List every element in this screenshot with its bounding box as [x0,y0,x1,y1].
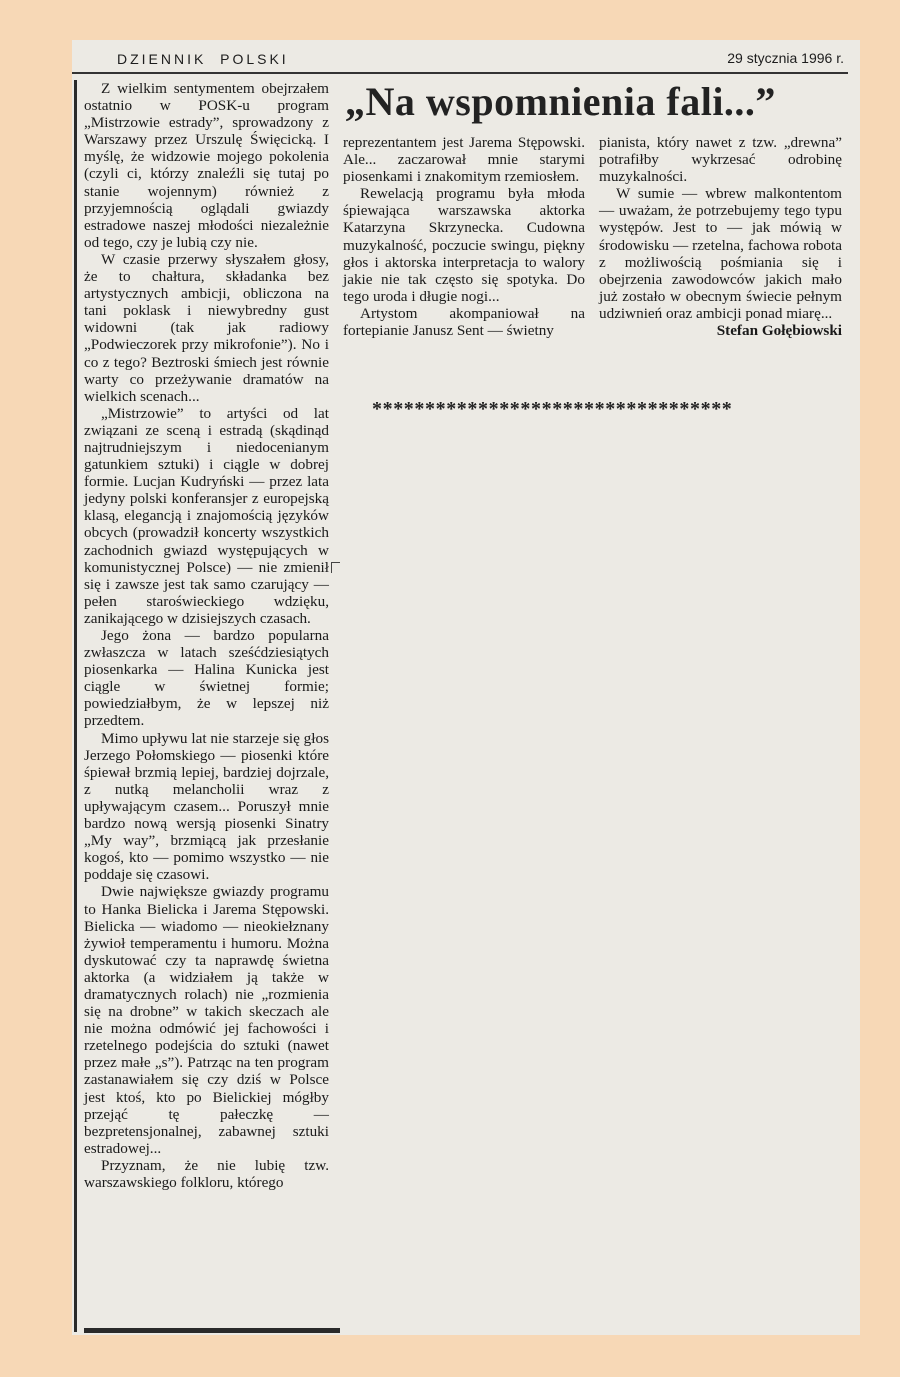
paragraph: „Mistrzowie” to artyści od lat związani ze sceną i estradą (skądinąd najtrudniejszym i niedocenianym gatunkiem sztuki) i ciągle w dobrej formie. Lucjan Kudryński — przez lata jedyny polski konferansjer z europejską klasą, elegancją i znajomością języków obcych (prowadził koncerty wszystkich zachodnich gwiazd występujących w komunistycznej Polsce) — nie zmienił się i zawsze jest tak samo czarujący — pełen staroświeckiego wdzięku, zanikającego w dzisiejszych czasach. [84,404,329,627]
paragraph: Mimo upływu lat nie starzeje się głos Jerzego Połomskiego — piosenki które śpiewał brzmią lepiej, bardziej dojrzale, z nutką melancholii wraz z upływającym czasem... Poruszył mnie bardzo nową wersją piosenki Sinatry „My way”, brzmiącą jak przesłanie kogoś, kto — pomimo wszystko — nie poddaje się czasowi. [84,729,329,884]
article-column-2 [343,134,585,339]
header-rule [72,72,848,74]
paragraph: Jego żona — bardzo popularna zwłaszcza w latach sześćdziesiątych piosenkarka — Halina Kunicka jest ciągle w świetnej formie; powiedziałbym, że w lepszej niż przedtem. [84,627,329,730]
paragraph: Artystom akompaniował na fortepianie Janusz Sent — świetny [343,304,585,340]
publication-date: 29 stycznia 1996 r. [727,50,844,66]
newspaper-masthead: DZIENNIK POLSKI [117,51,289,67]
paragraph: W czasie przerwy słyszałem głosy, że to chałtura, składanka bez artystycznych ambicji, obliczona na tani poklask i niewybredny gust widowni (tak jak radiowy „Podwieczorek przy mikrofonie”). No i co z tego? Beztroski śmiech jest równie warty co przeżywanie dramatów na wielkich scenach... [84,250,329,405]
column-border [74,80,77,1332]
paragraph: reprezentantem jest Jarema Stępowski. Ale... zaczarował mnie starymi piosenkami i znakomitym rzemiosłem. [343,134,585,186]
paragraph: Dwie największe gwiazdy programu to Hanka Bielicka i Jarema Stępowski. Bielicka — wiadomo — nieokiełznany żywioł temperamentu i humoru. Można dyskutować czy ta naprawdę świetna aktorka (a widziałem ją także w dramatycznych rolach) nie „rozmienia się na drobne” w takich skeczach ale nie można odmówić jej fachowości i rzetelnego podejścia do sztuki (nawet przez małe „s”). Patrząc na ten program zastanawiałem się czy dziś w Polsce jest ktoś, kto po Bielickiej mógłby przejąć tę pałeczkę — bezpretensjonalnej, zabawnej sztuki estradowej... [84,883,329,1157]
article-column-1 [84,80,329,1191]
paragraph: Z wielkim sentymentem obejrzałem ostatnio w POSK-u program „Mistrzowie estrady”, sprowadzony z Warszawy przez Urszulę Święcicką. I myślę, że widzowie mojego pokolenia (czyli ci, którzy znaleźli się tutaj po stanie wojennym) również z przyjemnością oglądali gwiazdy estradowe naszej młodości niezależnie od tego, czy je lubią czy nie. [84,80,329,251]
closing-star-divider: ********************************** [372,398,733,420]
paragraph: pianista, który nawet z tzw. „drewna” potrafiłby wykrzesać odrobinę muzykalności. [599,134,842,186]
article-column-3 [599,134,842,339]
paragraph: Przyznam, że nie lubię tzw. warszawskiego folkloru, którego [84,1156,329,1191]
column-bottom-rule [84,1328,340,1333]
paragraph: W sumie — wbrew malkontentom — uważam, że potrzebujemy tego typu występów. Jest to — jak mówią w środowisku — rzetelna, fachowa robota z możliwością pośmiania się i obejrzenia zawodowców jakich mało już zostało w obecnym świecie pełnym udziwnień oraz ambicji ponad miarę... [599,185,842,322]
column-bracket-mark [331,562,340,573]
author-signature: Stefan Gołębiowski [716,322,842,340]
paragraph: Rewelacją programu była młoda śpiewająca warszawska aktorka Katarzyna Skrzynecka. Cudowna muzykalność, poczucie swingu, piękny głos i aktorska interpretacja to walory jakie nie tak często się spotyka. Do tego uroda i długie nogi... [343,185,585,305]
article-headline: „Na wspomnienia fali...” [345,79,776,124]
